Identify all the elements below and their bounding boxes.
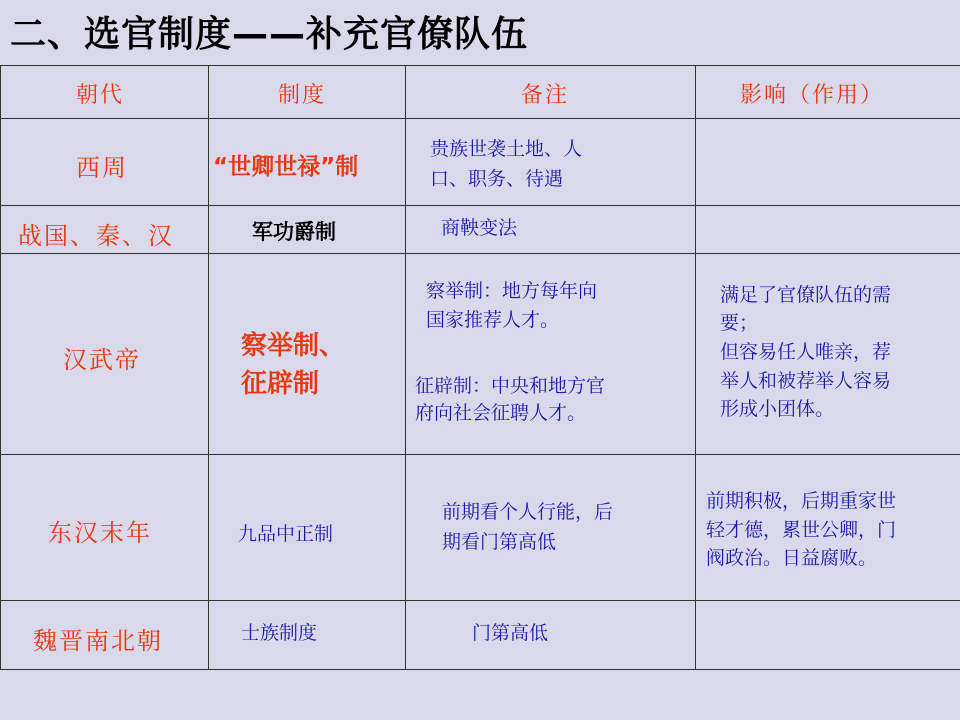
table-rule <box>208 65 209 670</box>
table-rule <box>0 118 960 119</box>
table-rule <box>0 600 960 601</box>
header-system: 制度 <box>278 83 327 108</box>
cell-notes-line: 国家推荐人才。 <box>426 309 560 331</box>
cell-dynasty: 汉武帝 <box>63 346 141 374</box>
cell-impact-line: 轻才德，累世公卿，门 <box>706 519 897 541</box>
cell-notes-line: 商鞅变法 <box>441 217 518 239</box>
slide-title: 二、选官制度——补充官僚队伍 <box>10 14 529 55</box>
cell-system: 士族制度 <box>241 622 318 644</box>
cell-impact-line: 阀政治。日益腐败。 <box>706 547 878 569</box>
cell-dynasty: 战国、秦、汉 <box>18 222 174 250</box>
cell-system: “世卿世禄”制 <box>213 154 359 180</box>
cell-impact-line: 但容易任人唯亲，荐 <box>720 341 892 363</box>
table-rule <box>0 205 960 206</box>
cell-impact-line: 要； <box>720 312 759 334</box>
cell-notes-line: 口、职务、待遇 <box>430 168 564 190</box>
cell-dynasty: 东汉末年 <box>48 519 152 547</box>
cell-notes-line: 察举制：地方每年向 <box>426 280 598 302</box>
cell-notes-line: 期看门第高低 <box>442 531 557 553</box>
cell-system: 军功爵制 <box>252 220 336 244</box>
cell-notes-line: 门第高低 <box>472 622 549 644</box>
cell-impact-line: 举人和被荐举人容易 <box>720 370 892 392</box>
cell-notes-line: 府向社会征聘人才。 <box>415 402 587 424</box>
table-rule <box>0 669 960 670</box>
cell-system: 九品中正制 <box>238 523 334 545</box>
table-rule <box>0 454 960 455</box>
cell-impact-line: 形成小团体。 <box>720 398 835 420</box>
table-rule <box>405 65 406 670</box>
cell-dynasty: 西周 <box>76 154 128 182</box>
cell-impact-line: 满足了官僚队伍的需 <box>720 284 892 306</box>
cell-system-line: 察举制、 <box>241 331 346 361</box>
header-dynasty: 朝代 <box>76 83 125 108</box>
header-notes: 备注 <box>521 83 570 108</box>
table-rule <box>695 65 696 670</box>
cell-system-line: 征辟制 <box>241 369 320 399</box>
table-rule <box>0 253 960 254</box>
cell-notes-line: 前期看个人行能，后 <box>442 501 614 523</box>
cell-notes-line: 征辟制：中央和地方官 <box>415 375 606 397</box>
table-rule <box>0 65 1 670</box>
cell-notes-line: 贵族世袭土地、人 <box>430 138 583 160</box>
header-impact: 影响（作用） <box>740 83 885 108</box>
cell-impact-line: 前期积极，后期重家世 <box>706 490 897 512</box>
table-rule <box>0 65 960 66</box>
cell-dynasty: 魏晋南北朝 <box>33 627 163 655</box>
